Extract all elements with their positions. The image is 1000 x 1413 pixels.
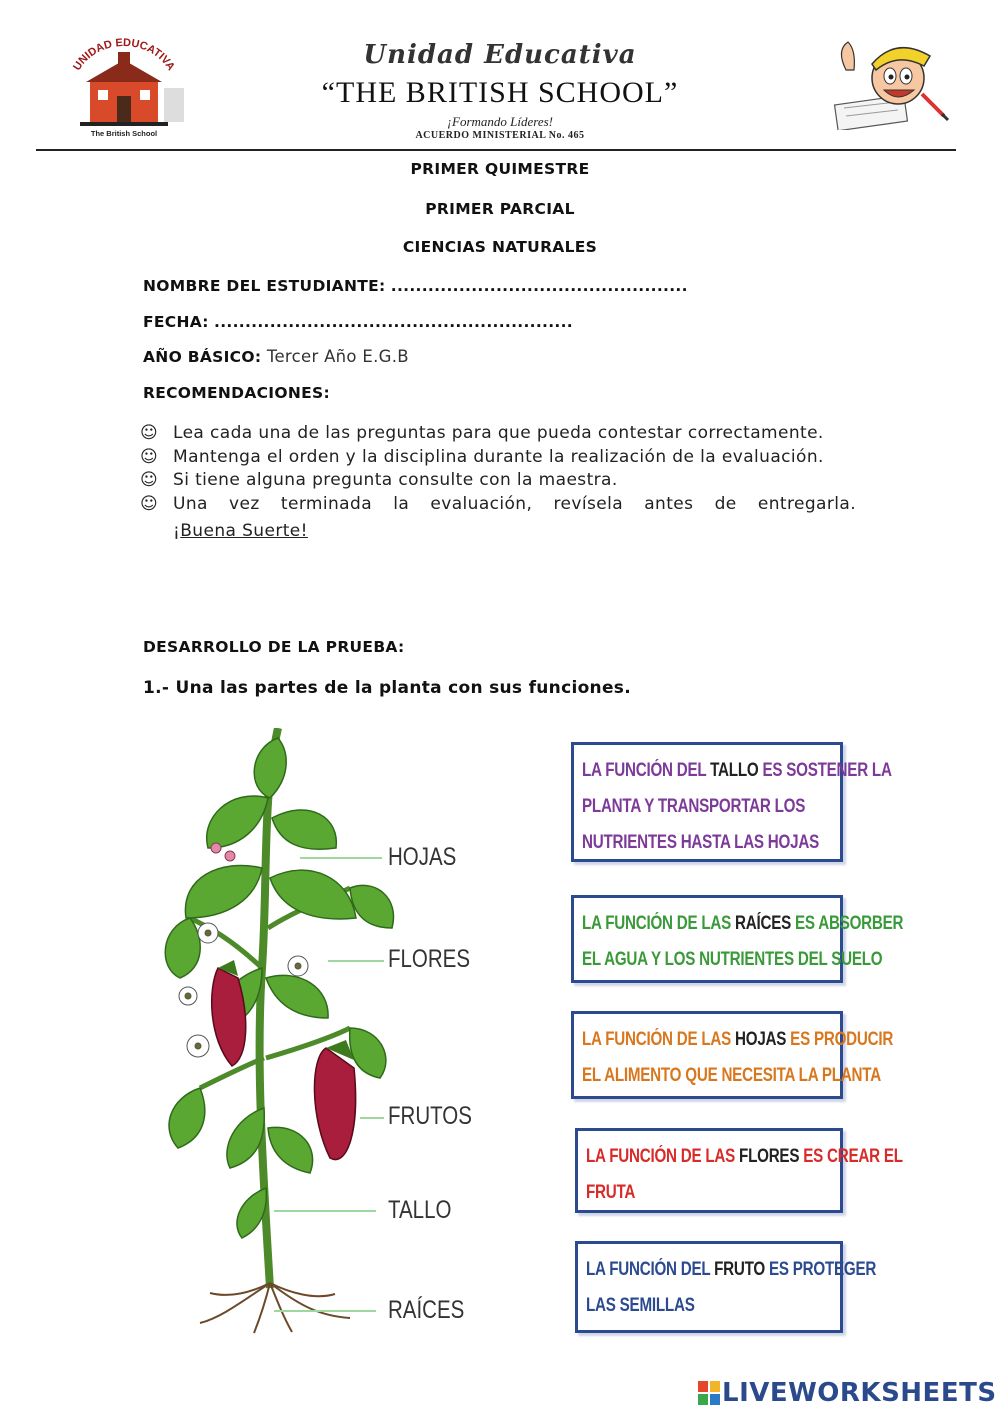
header-acuerdo: ACUERDO MINISTERIAL No. 465 xyxy=(415,130,585,141)
function-box-tallo[interactable] xyxy=(571,742,892,862)
title-materia: CIENCIAS NATURALES xyxy=(402,238,598,256)
luck-line: ¡Buena Suerte! xyxy=(173,521,308,541)
function-text-segment: FRUTO xyxy=(714,1259,766,1280)
plant-label-raices: RAÍCES xyxy=(388,1296,465,1324)
nombre-input[interactable]: ................................................ xyxy=(390,277,688,295)
logo-caption: The British School xyxy=(90,129,158,138)
anio-label: AÑO BÁSICO: xyxy=(143,348,262,366)
plant-label-flores: FLORES xyxy=(388,945,471,973)
function-text-segment: FLORES xyxy=(739,1146,800,1167)
header-school-name: “THE BRITISH SCHOOL” xyxy=(321,76,679,109)
smiley-icon: ☺ xyxy=(140,446,159,467)
function-box-line xyxy=(586,1288,783,1324)
function-text-segment: ES PRODUCIR xyxy=(786,1029,894,1050)
plant-label-frutos: FRUTOS xyxy=(388,1102,472,1130)
field-nombre xyxy=(143,277,688,295)
function-text-segment: LA FUNCIÓN DE LAS xyxy=(586,1146,740,1167)
function-box-line xyxy=(582,906,904,942)
function-text-segment: LA FUNCIÓN DEL xyxy=(582,760,711,781)
liveworksheets-brand: LIVEWORKSHEETS xyxy=(722,1378,997,1408)
header-motto: ¡Formando Líderes! xyxy=(446,114,554,129)
function-text-segment: ES ABSORBER xyxy=(791,913,904,934)
function-box-line xyxy=(582,1022,894,1058)
function-text-segment: LA FUNCIÓN DE LAS xyxy=(582,913,736,934)
function-text-segment: NUTRIENTES HASTA LAS HOJAS xyxy=(582,832,819,853)
nombre-label: NOMBRE DEL ESTUDIANTE: xyxy=(143,277,386,295)
function-text-segment: ES PROTEGER xyxy=(765,1259,877,1280)
anio-value: Tercer Año E.G.B xyxy=(266,347,409,366)
smiley-icon: ☺ xyxy=(140,423,159,443)
function-text-segment: ES SOSTENER LA xyxy=(758,760,892,781)
function-text-segment: LAS SEMILLAS xyxy=(586,1295,695,1316)
header-unidad: Unidad Educativa xyxy=(363,40,637,70)
title-parcial: PRIMER PARCIAL xyxy=(425,200,575,218)
function-box-flores[interactable] xyxy=(575,1128,903,1213)
function-box-line xyxy=(582,789,806,825)
logo-arc-text: UNIDAD EDUCATIVA xyxy=(71,38,177,73)
section-desarrollo: DESARROLLO DE LA PRUEBA: xyxy=(143,638,405,656)
function-box-line xyxy=(582,942,883,978)
function-text-segment: LA FUNCIÓN DEL xyxy=(586,1259,715,1280)
function-text-segment: LA FUNCIÓN DE LAS xyxy=(582,1029,736,1050)
function-text-segment: FRUTA xyxy=(586,1182,636,1203)
list-item: ☺ Mantenga el orden y la disciplina durante la realización de la evaluación. xyxy=(140,446,856,470)
function-box-line xyxy=(582,1058,881,1094)
function-text-segment: TALLO xyxy=(710,760,759,781)
function-box-hojas[interactable] xyxy=(571,1011,894,1099)
pepper-plant-illustration xyxy=(150,728,480,1348)
smiley-icon: ☺ xyxy=(140,470,159,490)
fecha-input[interactable]: .......................................................... xyxy=(214,313,573,331)
function-box-line xyxy=(582,753,892,789)
recommendations-list xyxy=(140,422,856,546)
fecha-label: FECHA: xyxy=(143,313,209,331)
plant-label-tallo: TALLO xyxy=(388,1196,452,1224)
function-box-line xyxy=(586,1175,783,1211)
field-fecha xyxy=(143,313,573,331)
list-item: ☺ Si tiene alguna pregunta consulte con la maestra. xyxy=(140,469,856,493)
function-box-line xyxy=(586,1252,877,1288)
function-text-segment: RAÍCES xyxy=(735,913,792,934)
plant-label-hojas: HOJAS xyxy=(388,843,457,871)
function-box-raices[interactable] xyxy=(571,895,904,983)
luck-text: Buena Suerte! xyxy=(180,521,308,541)
list-item: ☺ Una vez terminada la evaluación, revísela antes de entregarla. xyxy=(140,493,856,517)
function-text-segment: EL AGUA Y LOS NUTRIENTES DEL SUELO xyxy=(582,949,883,970)
function-text-segment: HOJAS xyxy=(735,1029,787,1050)
list-item: ☺ Lea cada una de las preguntas para que pueda contestar correctamente. xyxy=(140,422,856,446)
function-text-segment: ES CREAR EL xyxy=(799,1146,903,1167)
function-box-line xyxy=(582,825,819,861)
function-text-segment: EL ALIMENTO QUE NECESITA LA PLANTA xyxy=(582,1065,881,1086)
smiley-icon: ☺ xyxy=(140,493,159,514)
header-divider xyxy=(36,149,956,151)
function-text-segment: PLANTA Y TRANSPORTAR LOS xyxy=(582,796,806,817)
field-anio xyxy=(143,347,409,366)
title-quimestre: PRIMER QUIMESTRE xyxy=(410,160,590,178)
function-box-line xyxy=(586,1139,903,1175)
cartoon-student-icon xyxy=(826,30,956,130)
recomendaciones-label: RECOMENDACIONES: xyxy=(143,384,330,402)
question-1: 1.- Una las partes de la planta con sus funciones. xyxy=(143,678,631,698)
function-box-fruto[interactable] xyxy=(575,1241,877,1333)
